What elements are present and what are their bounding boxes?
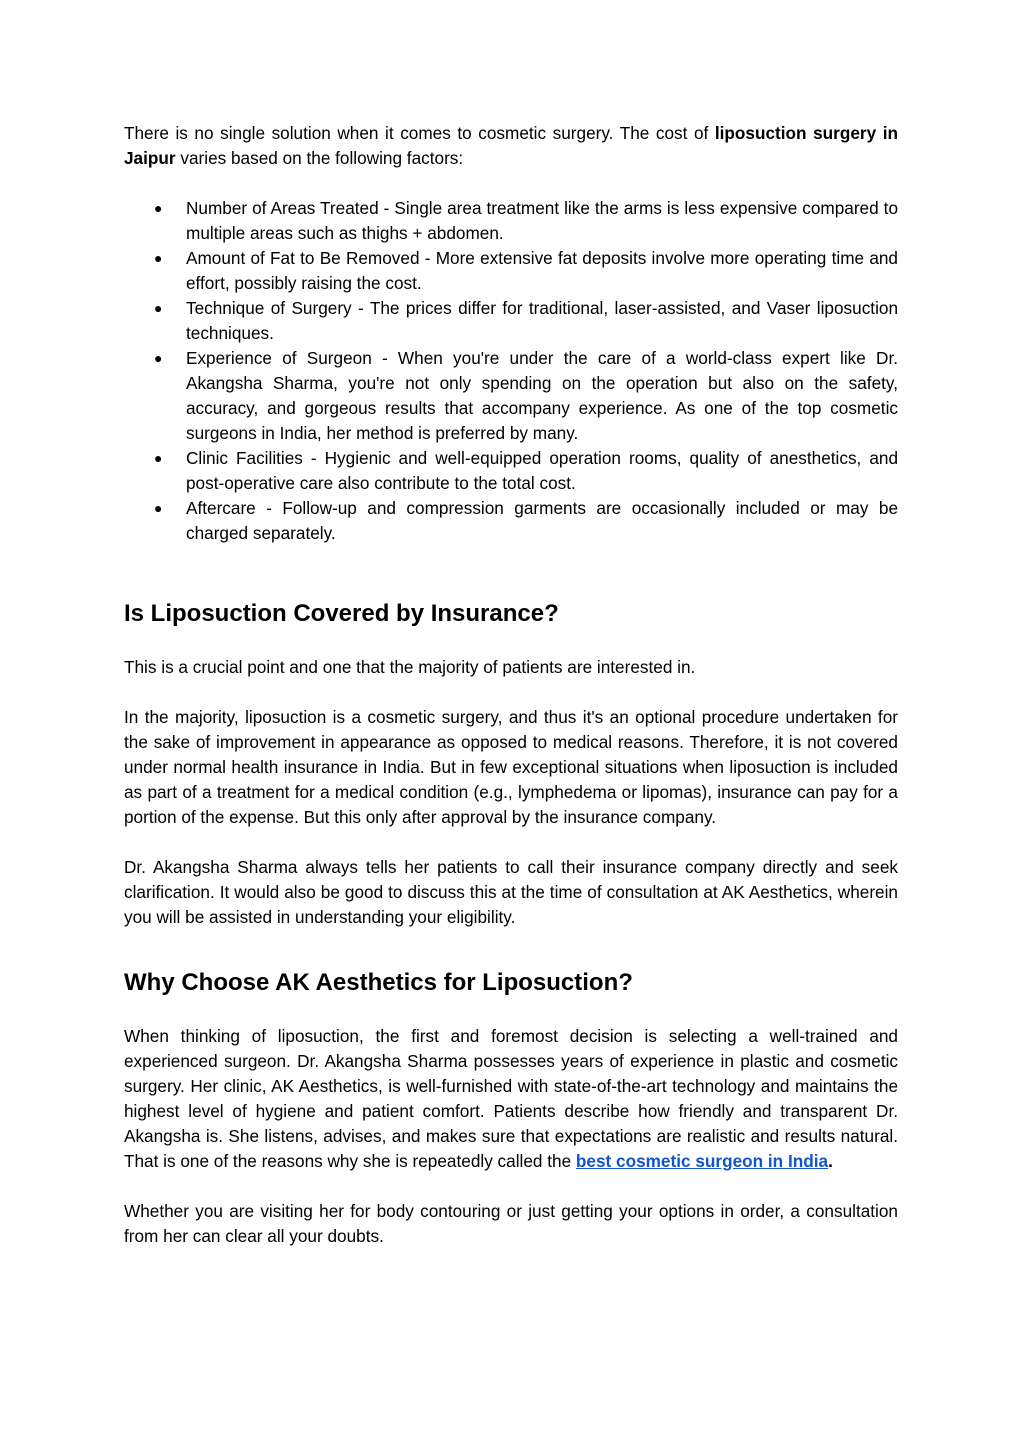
- bullet-icon: ●: [154, 500, 163, 516]
- insurance-paragraph-2: In the majority, liposuction is a cosmetic surgery, and thus it's an optional procedure undertaken for the sake of improvement in appearance as opposed to medical reasons. Therefore, it is not covered under normal health insurance in India. But in few exceptional situations when liposuction is included as part of a treatment for a medical condition (e.g., lymphedema or lipomas), insurance can pay for a portion of the expense. But this only after approval by the insurance company.: [124, 707, 898, 827]
- why-choose-paragraph-2: Whether you are visiting her for body contouring or just getting your options in order, a consultation from her can clear all your doubts.: [124, 1201, 898, 1246]
- list-item: [124, 446, 898, 496]
- list-item: [124, 196, 898, 246]
- list-item: [124, 246, 898, 296]
- bullet-icon: ●: [154, 450, 163, 466]
- list-item-text: Aftercare - Follow-up and compression garments are occasionally included or may be charged separately.: [186, 498, 898, 543]
- spacer: [124, 1174, 898, 1199]
- why-choose-text: When thinking of liposuction, the first and foremost decision is selecting a well-trained and experienced surgeon. Dr. Akangsha Sharma possesses years of experience in plastic and cosmetic surgery. Her clinic, AK Aesthetics, is well-furnished with state-of-the-art technology and maintains the highest level of hygiene and patient comfort. Patients describe how friendly and transparent Dr. Akangsha is. She listens, advises, and makes sure that expectations are realistic and results natural. That is one of the reasons why she is repeatedly called the: [124, 1026, 898, 1171]
- list-item-text: Clinic Facilities - Hygienic and well-equipped operation rooms, quality of anesthetics, and post-operative care also contribute to the total cost.: [186, 448, 898, 493]
- list-item: [124, 346, 898, 446]
- list-item: [124, 496, 898, 546]
- list-item: [124, 296, 898, 346]
- insurance-paragraph-1: This is a crucial point and one that the majority of patients are interested in.: [124, 657, 696, 677]
- intro-text-end: varies based on the following factors:: [175, 148, 464, 168]
- list-item-text: Number of Areas Treated - Single area treatment like the arms is less expensive compared to multiple areas such as thighs + abdomen.: [186, 198, 898, 243]
- list-item-text: Technique of Surgery - The prices differ for traditional, laser-assisted, and Vaser liposuction techniques.: [186, 298, 898, 343]
- why-choose-heading: Why Choose AK Aesthetics for Liposuction?: [124, 969, 633, 996]
- bullet-icon: ●: [154, 250, 163, 266]
- best-cosmetic-surgeon-link[interactable]: best cosmetic surgeon in India: [575, 1151, 829, 1171]
- period: .: [828, 1151, 833, 1171]
- spacer: [124, 630, 898, 655]
- intro-bold-keyword: liposuction surgery in Jaipur: [124, 123, 898, 168]
- insurance-paragraph-3: Dr. Akangsha Sharma always tells her patients to call their insurance company directly and seek clarification. It would also be good to discuss this at the time of consultation at AK Aesthetics, wherein you will be assisted in understanding your eligibility.: [124, 857, 898, 927]
- cost-factors-list: [124, 196, 898, 546]
- intro-text-start: There is no single solution when it comes to cosmetic surgery. The cost of: [124, 123, 715, 143]
- spacer: [124, 930, 898, 967]
- spacer: [124, 546, 898, 598]
- spacer: [124, 830, 898, 855]
- bullet-icon: ●: [154, 350, 163, 366]
- spacer: [124, 680, 898, 705]
- document-body: [124, 121, 898, 1249]
- bullet-icon: ●: [154, 200, 163, 216]
- intro-paragraph: [124, 121, 898, 171]
- list-item-text: Experience of Surgeon - When you're under the care of a world-class expert like Dr. Akangsha Sharma, you're not only spending on the operation but also on the safety, accuracy, and gorgeous results that accompany experience. As one of the top cosmetic surgeons in India, her method is preferred by many.: [186, 348, 898, 443]
- why-choose-paragraph-1: [124, 1024, 898, 1174]
- bullet-icon: ●: [154, 300, 163, 316]
- spacer: [124, 999, 898, 1024]
- insurance-heading: Is Liposuction Covered by Insurance?: [124, 600, 559, 627]
- list-item-text: Amount of Fat to Be Removed - More extensive fat deposits involve more operating time and effort, possibly raising the cost.: [186, 248, 898, 293]
- spacer: [124, 171, 898, 196]
